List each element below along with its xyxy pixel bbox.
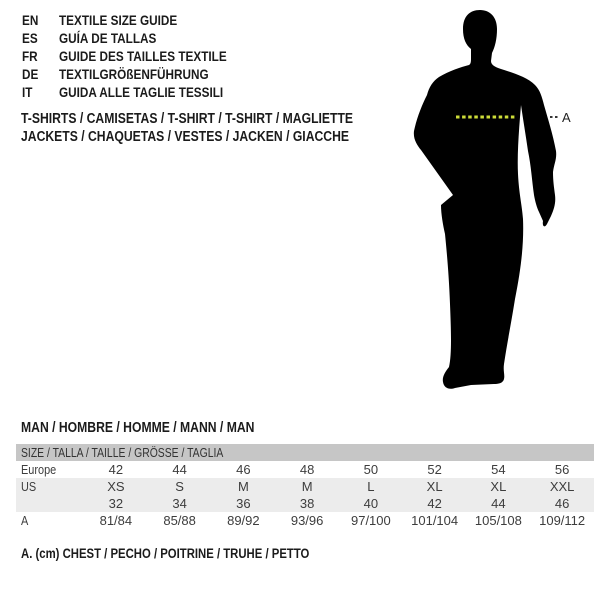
table-cell: 32 (108, 496, 124, 511)
language-title: TEXTILE SIZE GUIDE (59, 12, 178, 28)
section-heading: MAN / HOMBRE / HOMME / MANN / MAN (21, 420, 255, 436)
language-list (22, 11, 259, 101)
language-row-en (22, 11, 259, 29)
table-cell: 97/100 (350, 513, 391, 528)
measurement-footnote: A. (cm) CHEST / PECHO / POITRINE / TRUHE / PETTO (21, 546, 310, 561)
table-cell: XL (426, 479, 443, 494)
table-cell: 105/108 (474, 513, 522, 528)
table-cell: 46 (554, 496, 570, 511)
table-cell: 109/112 (539, 513, 586, 528)
measure-label-a: A (562, 110, 571, 125)
table-cell: 42 (108, 462, 124, 477)
table-cell: 44 (491, 496, 506, 511)
table-cell: 36 (236, 496, 251, 511)
table-cell: 40 (363, 496, 379, 511)
table-cell: XXL (549, 479, 575, 494)
category-heading (21, 110, 416, 146)
man-silhouette (414, 10, 556, 389)
table-cell: 85/88 (163, 513, 196, 528)
language-row-it (22, 83, 259, 101)
table-row-chest-cm (16, 512, 594, 529)
table-row-us (16, 478, 594, 495)
table-cell: 46 (236, 462, 251, 477)
row-label: US (21, 479, 37, 494)
language-title: GUÍA DE TALLAS (59, 30, 157, 46)
language-code: FR (22, 48, 38, 64)
table-cell: 38 (299, 496, 315, 511)
row-label: Europe (21, 462, 57, 477)
table-cell: 56 (554, 462, 570, 477)
table-cell: 81/84 (99, 513, 133, 528)
table-cell: 93/96 (290, 513, 324, 528)
table-cell: M (237, 479, 249, 494)
table-cell: L (367, 479, 375, 494)
table-row-us-numeric (16, 495, 594, 512)
man-silhouette-figure (408, 8, 573, 390)
table-cell: 101/104 (411, 513, 459, 528)
table-cell: XS (107, 479, 125, 494)
table-cell: 50 (363, 462, 379, 477)
size-table-header: SIZE / TALLA / TAILLE / GRÖSSE / TAGLIA (21, 445, 224, 460)
table-cell: 34 (172, 496, 187, 511)
language-title: GUIDA ALLE TAGLIE TESSILI (59, 84, 224, 100)
language-row-de (22, 65, 259, 83)
language-code: ES (22, 30, 38, 46)
language-code: IT (22, 84, 33, 100)
table-cell: 48 (299, 462, 315, 477)
language-row-es (22, 29, 259, 47)
language-code: DE (22, 66, 39, 82)
table-cell: 89/92 (227, 513, 260, 528)
language-row-fr (22, 47, 259, 65)
table-cell: M (301, 479, 313, 494)
row-label: A (21, 513, 29, 528)
table-cell: S (175, 479, 184, 494)
table-cell: XL (490, 479, 507, 494)
size-table (16, 444, 594, 529)
category-line-tshirts: T-SHIRTS / CAMISETAS / T-SHIRT / T-SHIRT / MAGLIETTE (21, 111, 354, 127)
table-row-europe (16, 461, 594, 478)
table-cell: 42 (427, 496, 442, 511)
table-cell: 44 (172, 462, 187, 477)
language-code: EN (22, 12, 39, 28)
language-title: TEXTILGRÖßENFÜHRUNG (59, 66, 209, 82)
language-title: GUIDE DES TAILLES TEXTILE (59, 48, 227, 64)
category-line-jackets: JACKETS / CHAQUETAS / VESTES / JACKEN / GIACCHE (21, 129, 350, 145)
table-cell: 54 (491, 462, 506, 477)
table-cell: 52 (427, 462, 442, 477)
